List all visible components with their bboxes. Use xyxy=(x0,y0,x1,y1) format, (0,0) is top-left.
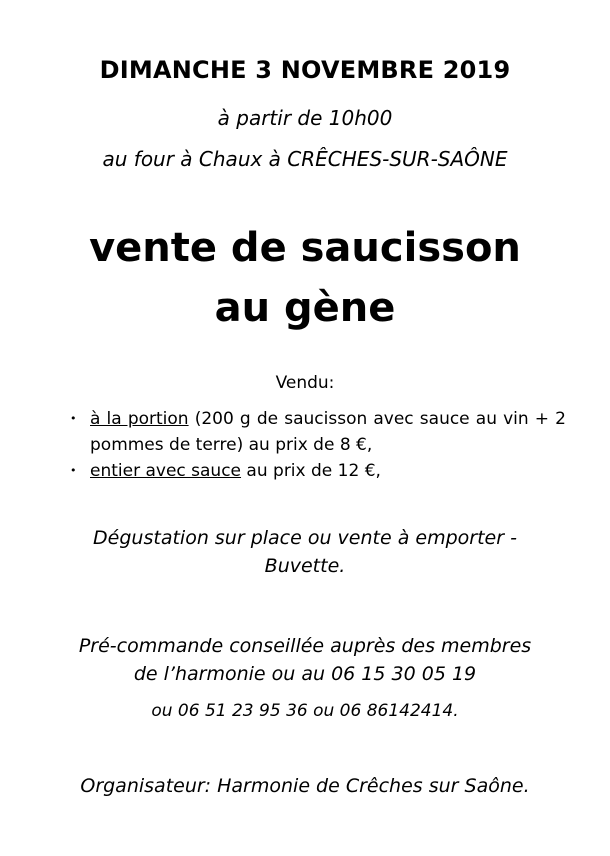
list-item xyxy=(66,406,566,458)
event-date: DIMANCHE 3 NOVEMBRE 2019 xyxy=(99,56,511,84)
bullet-icon: • xyxy=(70,412,77,425)
organizer-line: Organisateur: Harmonie de Crêches sur Saône. xyxy=(80,775,530,797)
sale-options-list xyxy=(66,406,566,484)
tasting-note xyxy=(0,524,610,580)
tasting-line-1: Dégustation sur place ou vente à emporter - xyxy=(93,527,517,549)
bullet-icon: • xyxy=(70,464,77,477)
precommand-line-1: Pré-commande conseillée auprès des membres xyxy=(78,635,532,657)
precommand-phones: ou 06 51 23 95 36 ou 06 86142414. xyxy=(151,701,459,721)
sold-label: Vendu: xyxy=(275,373,335,393)
option-details: (200 g de saucisson avec sauce au vin + 2 pommes de terre) au prix de 8 €, xyxy=(90,409,566,455)
headline-line-1: vente de saucisson xyxy=(89,225,521,271)
option-name: entier avec sauce xyxy=(90,461,242,481)
tasting-line-2: Buvette. xyxy=(264,555,346,577)
event-place: au four à Chaux à CRÊCHES-SUR-SAÔNE xyxy=(102,147,508,171)
option-details: au prix de 12 €, xyxy=(241,461,381,481)
precommand-note xyxy=(0,632,610,688)
headline-line-2: au gène xyxy=(214,285,396,331)
precommand-line-2: de l’harmonie ou au 06 15 30 05 19 xyxy=(133,663,477,685)
list-item xyxy=(66,458,566,484)
option-name: à la portion xyxy=(90,409,189,429)
event-time: à partir de 10h00 xyxy=(217,106,393,130)
